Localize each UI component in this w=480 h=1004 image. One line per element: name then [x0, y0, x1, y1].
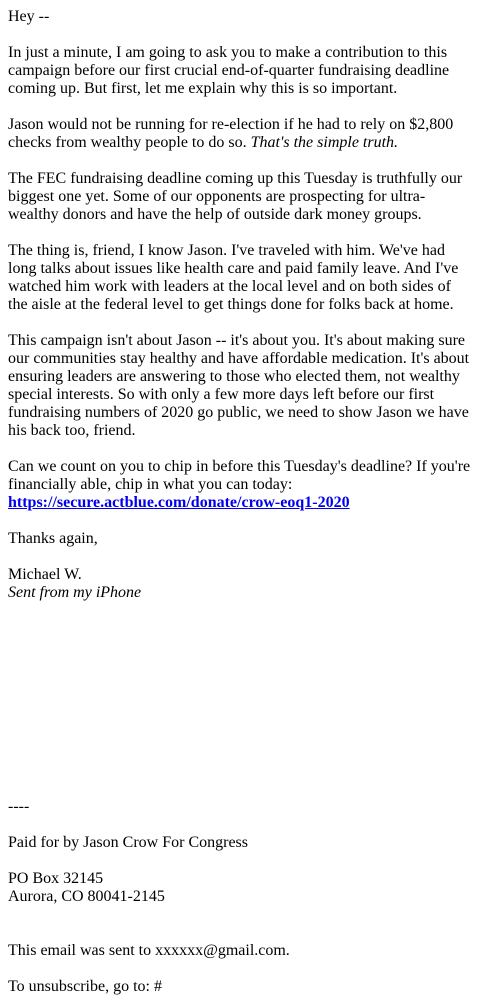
paragraph-about-you: This campaign isn't about Jason -- it's about you. It's about making sure our communities stay healthy and have affordable medication. It's about ensuring leaders are answering to those who elected them, not wealthy special interests. So with only a few more days left before our first fundraising numbers of 2020 go public, we need to show Jason we have his back too, friend.: [8, 332, 470, 439]
paragraph-intro: In just a minute, I am going to ask you to make a contribution to this campaign before our first crucial end-of-quarter fundraising deadline coming up. But first, let me explain why this is so important.: [8, 44, 450, 97]
paragraph-know-jason: The thing is, friend, I know Jason. I've traveled with him. We've had long talks about issues like health care and paid family leave. And I've watched him work with leaders at the local level and on both sides of the aisle at the federal level to get things done for folks back at home.: [8, 242, 459, 313]
sent-to-notice: This email was sent to xxxxxx@gmail.com.: [8, 942, 290, 959]
paid-for-disclaimer: Paid for by Jason Crow For Congress: [8, 834, 248, 851]
address-line-2: Aurora, CO 80041-2145: [8, 888, 165, 905]
footer-separator: ----: [8, 798, 30, 815]
address-line-1: PO Box 32145: [8, 870, 104, 887]
unsubscribe-notice: To unsubscribe, go to: #: [8, 978, 162, 995]
donate-link-row: [8, 494, 472, 512]
paragraph-wealthy-checks: [8, 116, 472, 152]
paragraph-call-to-action: Can we count on you to chip in before this Tuesday's deadline? If you're financially able, chip in what you can today:: [8, 458, 471, 493]
paragraph-fec-deadline: The FEC fundraising deadline coming up this Tuesday is truthfully our biggest one yet. Some of our opponents are prospecting for ultra-wealthy donors and have the help of outside dark money groups.: [8, 170, 463, 223]
greeting: Hey --: [8, 8, 50, 25]
sign-off: Thanks again,: [8, 530, 98, 547]
simple-truth-emphasis: That's the simple truth.: [250, 134, 399, 151]
paragraph-wealthy-checks-text: Jason would not be running for re-election if he had to rely on $2,800 checks from wealthy people to do so.: [8, 116, 454, 151]
donate-link[interactable]: https://secure.actblue.com/donate/crow-eoq1-2020: [8, 494, 350, 511]
sent-from-iphone: Sent from my iPhone: [8, 584, 142, 601]
signature-name: Michael W.: [8, 566, 82, 583]
